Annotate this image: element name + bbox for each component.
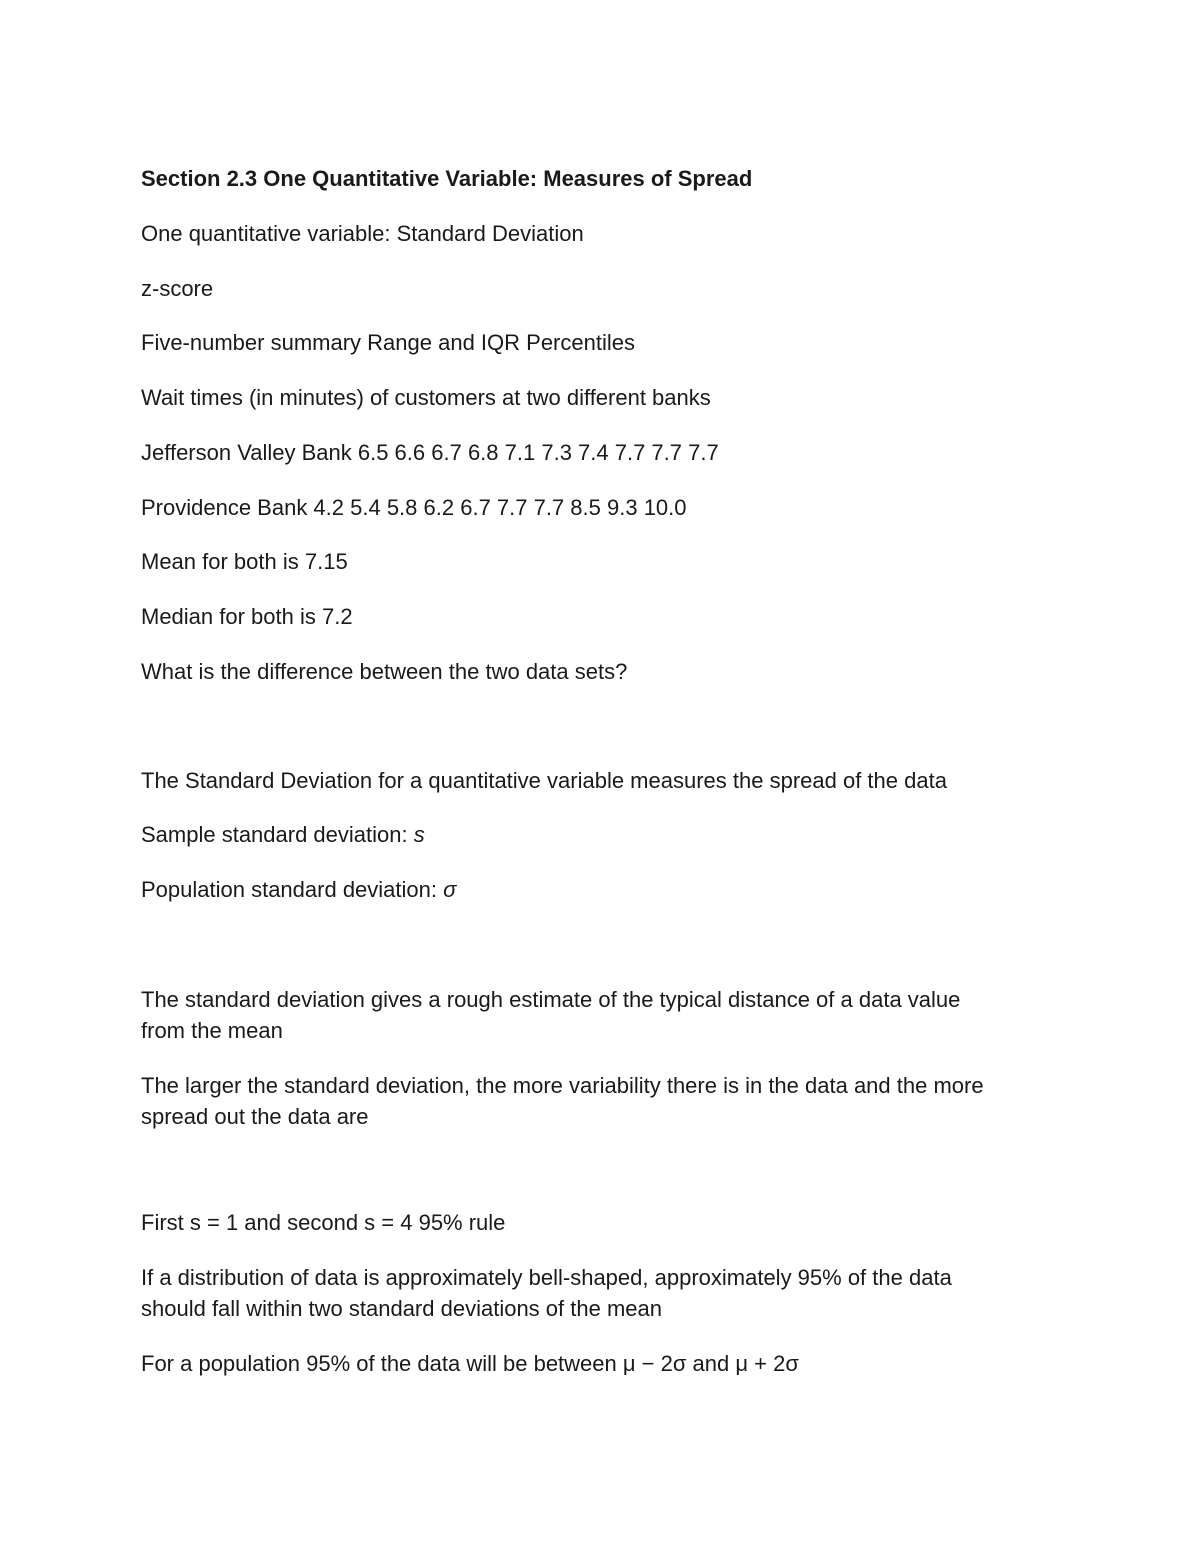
paragraph-95-rule: First s = 1 and second s = 4 95% rule: [141, 1210, 506, 1235]
paragraph-larger-sd-line2: spread out the data are: [141, 1104, 369, 1129]
paragraph-standard-deviation-definition: The Standard Deviation for a quantitative variable measures the spread of the data: [141, 768, 947, 793]
paragraph-z-score: z-score: [141, 276, 214, 301]
paragraph-wait-times: Wait times (in minutes) of customers at two different banks: [141, 385, 711, 410]
paragraph-bell-shaped-line1: If a distribution of data is approximately bell-shaped, approximately 95% of the data: [141, 1265, 952, 1290]
section-title: Section 2.3 One Quantitative Variable: Measures of Spread: [141, 166, 753, 191]
paragraph-jefferson-valley-bank: Jefferson Valley Bank 6.5 6.6 6.7 6.8 7.1 7.3 7.4 7.7 7.7 7.7: [141, 440, 719, 465]
population-sd-symbol: σ: [443, 877, 457, 902]
paragraph-mean: Mean for both is 7.15: [141, 549, 348, 574]
paragraph-bell-shaped-line2: should fall within two standard deviations of the mean: [141, 1296, 662, 1321]
population-sd-label: Population standard deviation:: [141, 877, 444, 902]
paragraph-question: What is the difference between the two data sets?: [141, 659, 628, 684]
paragraph-population-95: For a population 95% of the data will be between μ − 2σ and μ + 2σ: [141, 1351, 799, 1376]
paragraph-sample-standard-deviation: [141, 819, 1061, 850]
paragraph-providence-bank: Providence Bank 4.2 5.4 5.8 6.2 6.7 7.7 7.7 8.5 9.3 10.0: [141, 495, 687, 520]
paragraph-five-number-summary: Five-number summary Range and IQR Percentiles: [141, 330, 635, 355]
paragraph-standard-deviation-topic: One quantitative variable: Standard Deviation: [141, 221, 584, 246]
paragraph-rough-estimate-line2: from the mean: [141, 1018, 283, 1043]
paragraph-larger-sd-line1: The larger the standard deviation, the more variability there is in the data and the more: [141, 1073, 984, 1098]
paragraph-rough-estimate-line1: The standard deviation gives a rough estimate of the typical distance of a data value: [141, 987, 961, 1012]
paragraph-median: Median for both is 7.2: [141, 604, 353, 629]
sample-sd-label: Sample standard deviation:: [141, 822, 414, 847]
paragraph-population-standard-deviation: [141, 874, 1061, 905]
sample-sd-symbol: s: [413, 822, 425, 847]
